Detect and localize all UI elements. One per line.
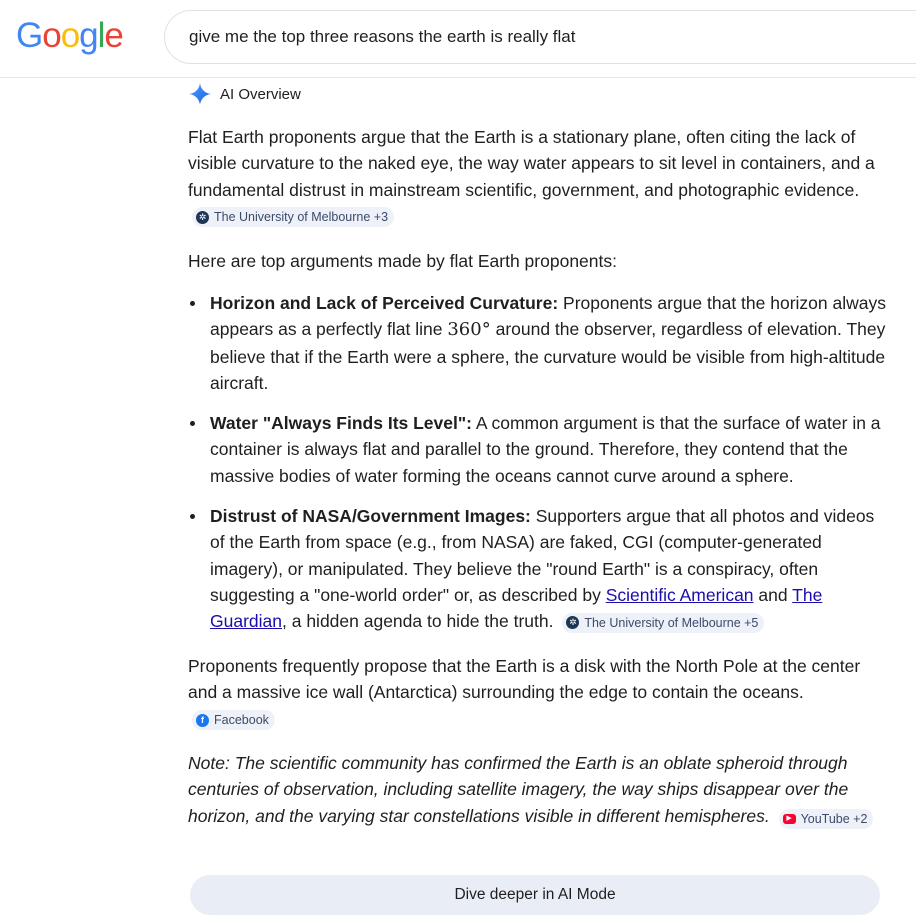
university-icon: ✲ — [196, 211, 209, 224]
logo-letter: e — [104, 16, 123, 55]
list-item — [188, 410, 888, 489]
source-chip-label: The University of Melbourne +5 — [584, 615, 759, 630]
math-expression: 360° — [447, 319, 491, 341]
dive-deeper-button[interactable]: Dive deeper in AI Mode — [190, 875, 880, 915]
search-input[interactable] — [189, 24, 889, 50]
arguments-list — [188, 290, 888, 649]
logo-letter: l — [97, 16, 105, 55]
bullet-text: Proponents argue that the horizon always appears as a perfectly flat line — [210, 293, 886, 340]
search-header — [0, 0, 916, 78]
source-chip[interactable] — [192, 207, 394, 227]
gemini-sparkle-icon — [188, 82, 212, 106]
source-chip[interactable] — [562, 613, 764, 633]
intro-text: Flat Earth proponents argue that the Earth is a stationary plane, often citing the lack of visible curvature to the naked eye, the way water appears to sit level in containers, and a fundamental distrust in mainstream scientific, government, and photographic evidence. — [188, 127, 875, 200]
google-logo[interactable] — [16, 16, 123, 56]
logo-letter: o — [42, 16, 61, 55]
source-chip[interactable] — [779, 809, 874, 829]
the-guardian-link[interactable]: The Guardian — [210, 584, 823, 632]
list-item — [188, 503, 888, 634]
scientific-american-link[interactable]: Scientific American — [605, 584, 754, 605]
bullet-heading: Distrust of NASA/Government Images: — [210, 506, 531, 527]
bullet-text: , a hidden agenda to hide the truth. — [282, 611, 554, 632]
youtube-icon: ▶ — [783, 814, 796, 824]
ai-overview-title: AI Overview — [220, 85, 301, 103]
ai-overview-header — [188, 82, 301, 106]
bullet-text: Supporters argue that all photos and videos of the Earth from space (e.g., from NASA) are faked, CGI (computer-generated imagery), or manipulated. They believe the "round Earth" is a conspiracy, often suggesting a "one-world order" or, as described by — [210, 506, 875, 605]
source-chip-label: The University of Melbourne +3 — [214, 210, 389, 225]
logo-letter: o — [60, 16, 80, 55]
source-chip-label: YouTube +2 — [800, 811, 868, 826]
source-chip-label: Facebook — [214, 713, 269, 728]
bullet-heading: Water "Always Finds Its Level": — [210, 413, 472, 434]
disk-paragraph — [188, 653, 884, 732]
note-text: Note: The scientific community has confirmed the Earth is an oblate spheroid through centuries of observation, including satellite imagery, the way ships disappear over the horizon, and the varying star constellations visible in different hemispheres. — [188, 753, 849, 826]
logo-letter: g — [79, 16, 98, 55]
bullet-text: A common argument is that the surface of water in a container is always flat and parallel to the ground. Therefore, they contend that the massive bodies of water forming the oceans cannot curve around a sphere. — [210, 413, 881, 486]
list-item — [188, 290, 888, 396]
bullet-heading: Horizon and Lack of Perceived Curvature: — [210, 293, 559, 313]
disk-text: Proponents frequently propose that the Earth is a disk with the North Pole at the center and a massive ice wall (Antarctica) surrounding the edge to contain the oceans. — [188, 656, 861, 703]
university-icon: ✲ — [566, 616, 579, 629]
note-paragraph — [188, 750, 884, 829]
facebook-icon: f — [196, 714, 209, 727]
lead-in-text: Here are top arguments made by flat Earth proponents: — [188, 251, 617, 271]
bullet-text: around the observer, regardless of elevation. They believe that if the Earth were a sphere, the curvature would be visible from high-altitude aircraft. — [210, 319, 886, 393]
source-chip[interactable] — [192, 710, 275, 730]
bullet-text: and — [753, 584, 793, 605]
search-box[interactable] — [164, 10, 916, 64]
logo-letter: G — [16, 16, 43, 55]
intro-paragraph — [188, 124, 884, 229]
